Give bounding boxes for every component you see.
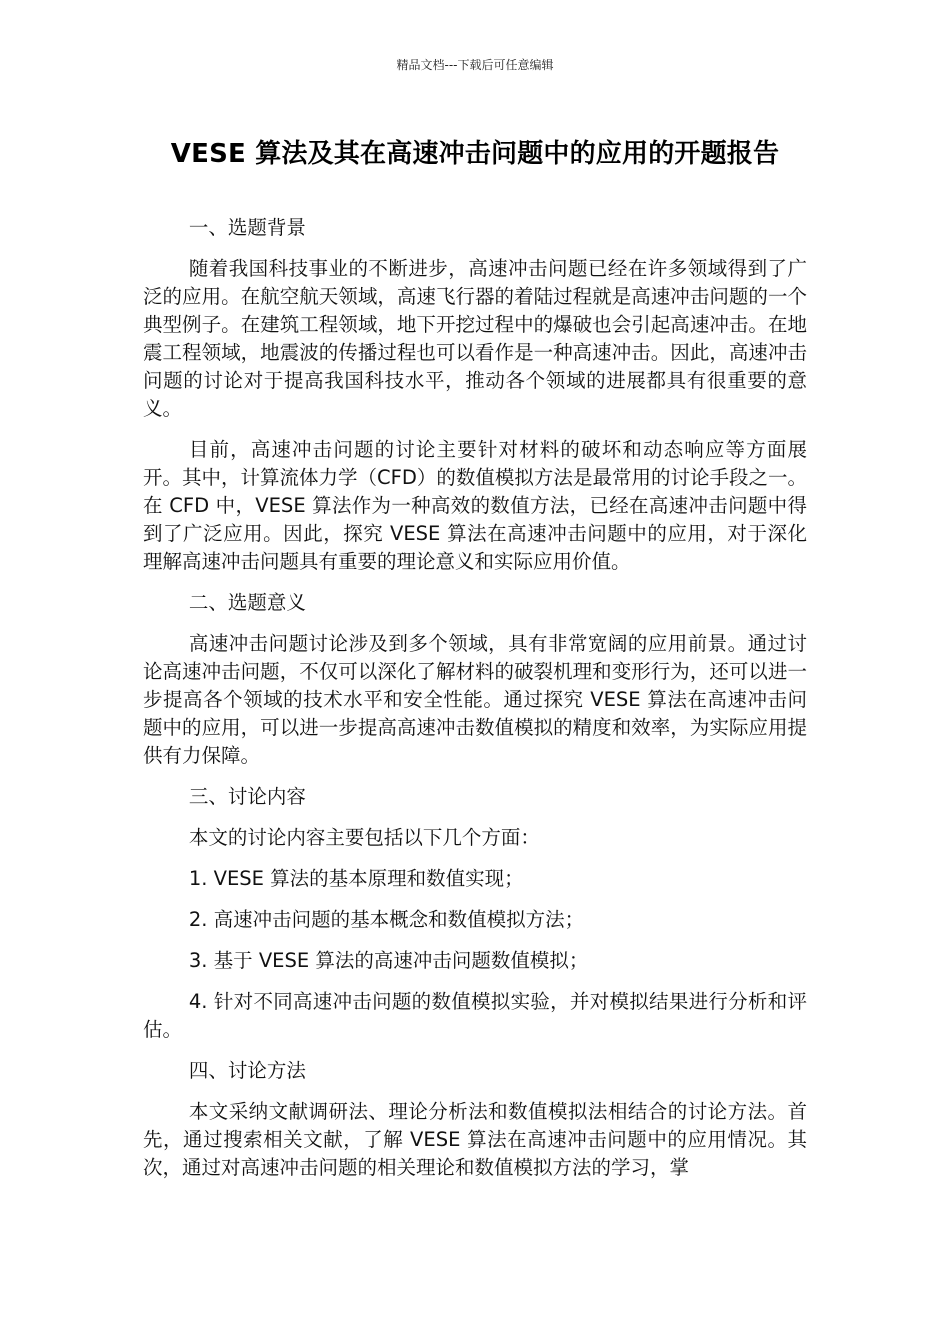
paragraph-content-intro: 本文的讨论内容主要包括以下几个方面： <box>188 826 540 849</box>
paragraph-method: 本文采纳文献调研法、理论分析法和数值模拟法相结合的讨论方法。首先，通过搜索相关文献，了解 VESE 算法在高速冲击问题中的应用情况。其次，通过对高速冲击问题的相关理论和数值模拟方法的学习，掌 <box>143 1100 807 1179</box>
page-header: 精品文档---下载后可任意编辑 <box>396 58 554 72</box>
document-body <box>143 214 807 1195</box>
paragraph-background-2: 目前，高速冲击问题的讨论主要针对材料的破坏和动态响应等方面展开。其中，计算流体力学（CFD）的数值模拟方法是最常用的讨论手段之一。在 CFD 中，VESE 算法作为一种高效的数值方法，已经在高速冲击问题中得到了广泛应用。因此，探究 VESE 算法在高速冲击问题中的应用，对于深化理解高速冲击问题具有重要的理论意义和实际应用价值。 <box>143 438 807 573</box>
section-heading-content: 三、讨论内容 <box>188 785 306 808</box>
list-item-content-1: 1. VESE 算法的基本原理和数值实现； <box>188 867 524 890</box>
list-item-content-3: 3. 基于 VESE 算法的高速冲击问题数值模拟； <box>188 949 589 972</box>
section-heading-significance: 二、选题意义 <box>188 591 306 614</box>
paragraph-background-1: 随着我国科技事业的不断进步，高速冲击问题已经在许多领域得到了广泛的应用。在航空航天领域，高速飞行器的着陆过程就是高速冲击问题的一个典型例子。在建筑工程领域，地下开挖过程中的爆破也会引起高速冲击。在地震工程领域，地震波的传播过程也可以看作是一种高速冲击。因此，高速冲击问题的讨论对于提高我国科技水平，推动各个领域的进展都具有很重要的意义。 <box>143 257 807 420</box>
document-title: VESE 算法及其在高速冲击问题中的应用的开题报告 <box>170 139 780 169</box>
paragraph-significance: 高速冲击问题讨论涉及到多个领域，具有非常宽阔的应用前景。通过讨论高速冲击问题，不仅可以深化了解材料的破裂机理和变形行为，还可以进一步提高各个领域的技术水平和安全性能。通过探究 VESE 算法在高速冲击问题中的应用，可以进一步提高高速冲击数值模拟的精度和效率，为实际应用提供有力保障。 <box>143 632 807 767</box>
section-heading-background: 一、选题背景 <box>188 216 306 239</box>
list-item-content-2: 2. 高速冲击问题的基本概念和数值模拟方法； <box>188 908 585 931</box>
list-item-content-4: 4. 针对不同高速冲击问题的数值模拟实验，并对模拟结果进行分析和评估。 <box>143 990 807 1041</box>
section-heading-method: 四、讨论方法 <box>188 1059 306 1082</box>
